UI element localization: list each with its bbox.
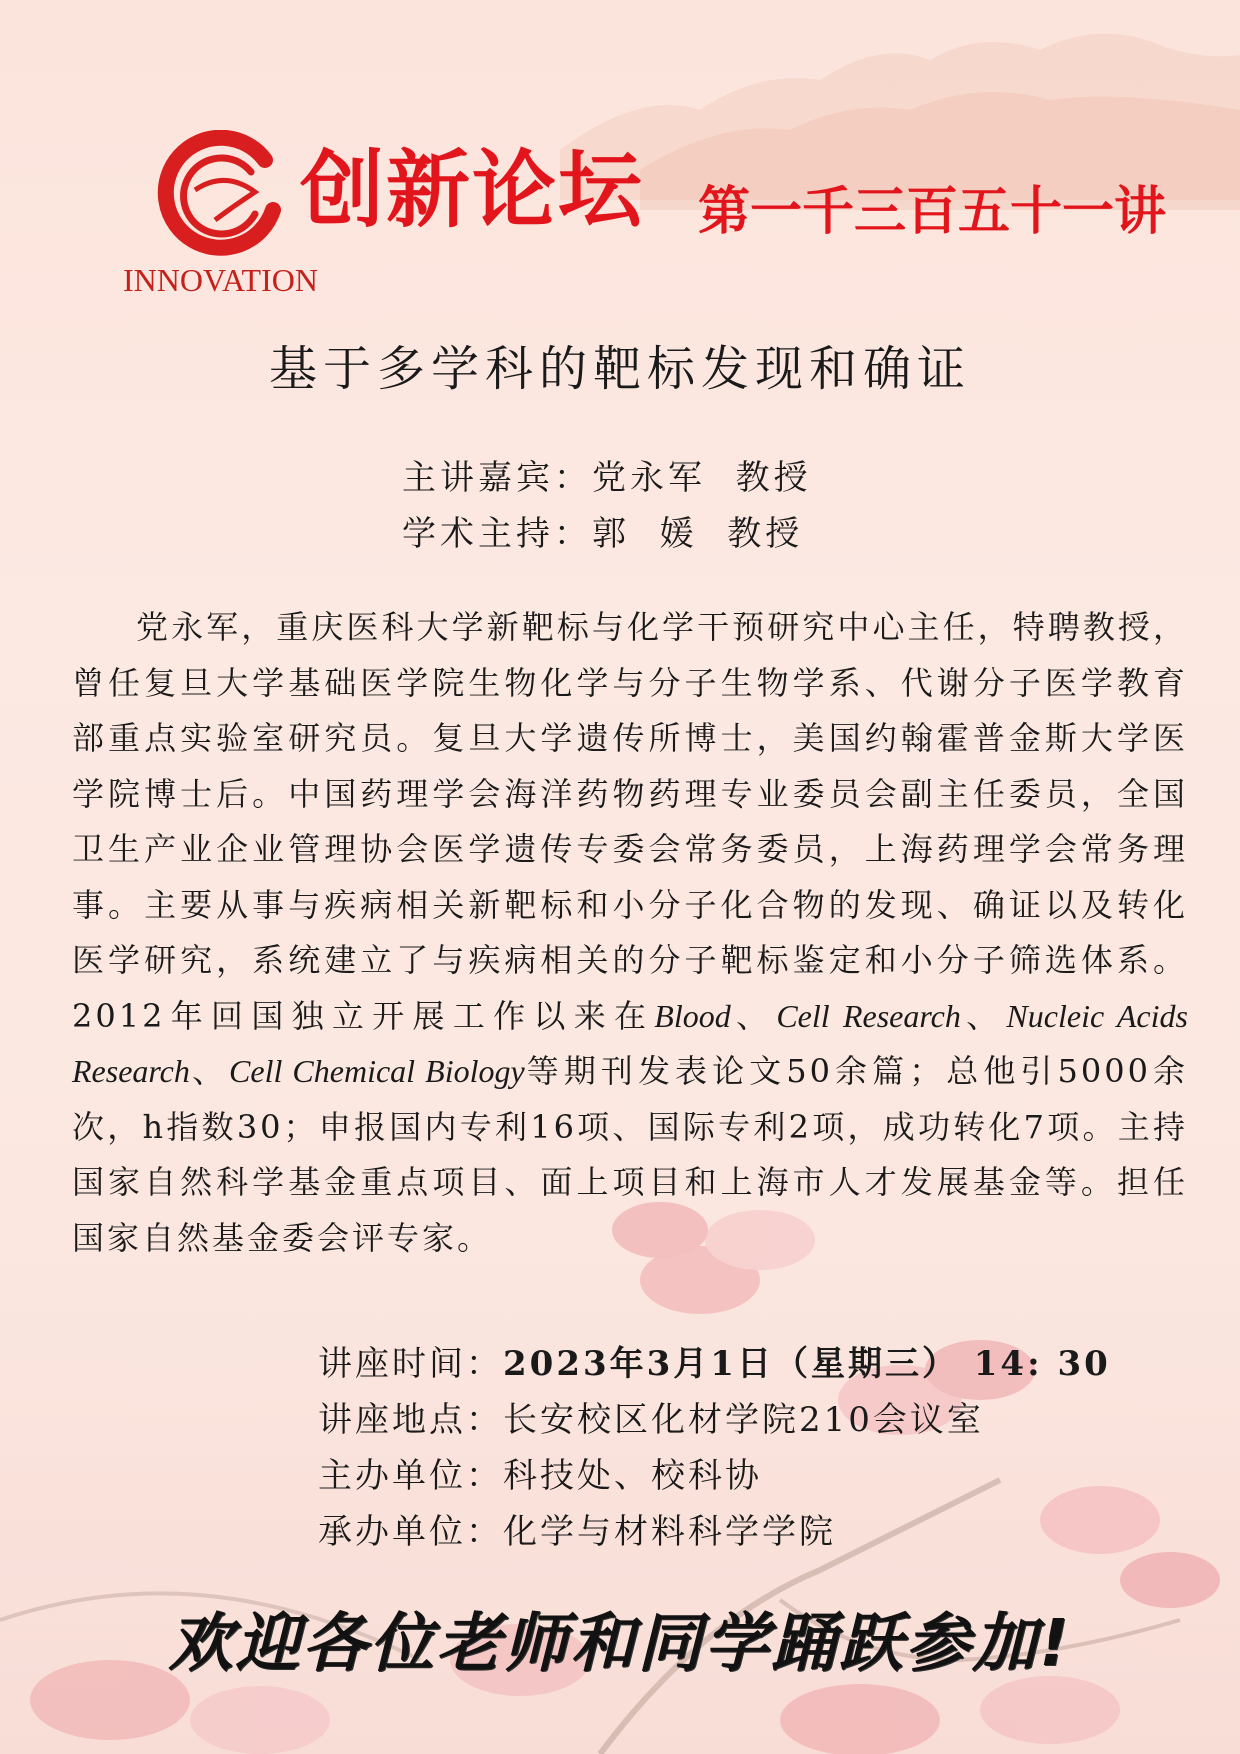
host-label: 学术主持：	[402, 514, 592, 554]
host-line	[402, 506, 812, 562]
event-info	[318, 1336, 1111, 1560]
info-time	[318, 1336, 1111, 1392]
info-value: 科技处、校科协	[503, 1456, 762, 1496]
logo-wordmark: INNOVATION	[123, 262, 318, 298]
info-label: 主办单位：	[318, 1456, 503, 1496]
info-label: 承办单位：	[318, 1512, 503, 1552]
speaker-bio	[72, 600, 1188, 1266]
speaker-label: 主讲嘉宾：	[402, 458, 592, 498]
info-label: 讲座时间：	[318, 1344, 503, 1384]
journal-separator: 、	[730, 996, 777, 1035]
journal-name: Nucleic Acids Research	[72, 997, 1188, 1089]
forum-title: 创新论坛	[300, 141, 645, 239]
bio-text-part1: 党永军，重庆医科大学新靶标与化学干预研究中心主任，特聘教授，曾任复旦大学基础医学院生物化学与分子生物学系、代谢分子医学教育部重点实验室研究员。复旦大学遗传所博士，美国约翰霍普金斯大学医学院博士后。中国药理学会海洋药物药理专业委员会副主任委员，全国卫生产业企业管理协会医学遗传专委会常务委员，上海药理学会常务理事。主要从事与疾病相关新靶标和小分子化合物的发现、确证以及转化医学研究，系统建立了与疾病相关的分子靶标鉴定和小分子筛选体系。2012年回国独立开展工作以来在	[72, 608, 1188, 1035]
bio-text-part2: 等期刊发表论文50余篇；总他引5000余次，h指数30；申报国内专利16项、国际专利2项，成功转化7项。主持国家自然科学基金重点项目、面上项目和上海市人才发展基金等。担任国家自然基金委会评专家。	[72, 1052, 1188, 1257]
journal-name: Cell Chemical Biology	[229, 1053, 525, 1089]
roles-block	[402, 450, 812, 562]
speaker-value: 党永军 教授	[592, 458, 812, 498]
info-value: 化学与材料科学学院	[503, 1512, 836, 1552]
info-label: 讲座地点：	[318, 1400, 503, 1440]
journal-name: Blood	[654, 997, 731, 1034]
welcome-slogan: 欢迎各位老师和同学踊跃参加!	[168, 1607, 1072, 1681]
info-organizer	[318, 1448, 1111, 1504]
innovation-logo-icon	[155, 130, 285, 260]
lecture-title: 基于多学科的靶标发现和确证	[268, 341, 971, 397]
info-host-unit	[318, 1504, 1111, 1560]
info-value: 长安校区化材学院210会议室	[503, 1400, 984, 1440]
journal-separator: 、	[189, 1052, 230, 1090]
journal-name: Cell Research	[776, 997, 961, 1034]
journal-separator: 、	[960, 996, 1007, 1035]
host-value: 郭 媛 教授	[592, 514, 804, 554]
info-value: 2023年3月1日（星期三） 14: 30	[503, 1344, 1111, 1384]
speaker-line	[402, 450, 812, 506]
lecture-number: 第一千三百五十一讲	[698, 182, 1167, 242]
info-location	[318, 1392, 1111, 1448]
